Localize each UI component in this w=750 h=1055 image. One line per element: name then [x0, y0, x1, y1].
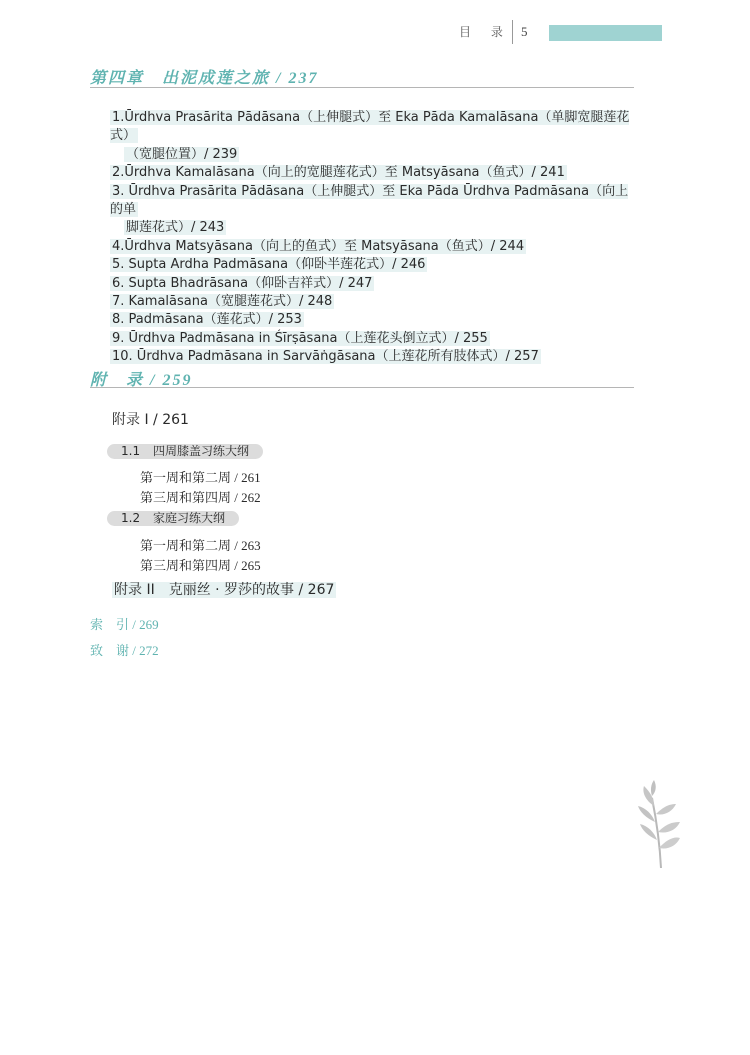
- toc-entry[interactable]: 9. Ūrdhva Padmāsana in Śīrṣāsana（上莲花头倒立式）/ 255: [112, 330, 488, 346]
- chapter-heading: [90, 65, 634, 88]
- acknowledgements-entry[interactable]: 致 谢 / 272: [90, 643, 159, 658]
- section-pill-1-2[interactable]: 1.2 家庭习练大纲: [107, 511, 239, 526]
- week-entry[interactable]: 第三周和第四周 / 262: [140, 490, 261, 505]
- page-number: 5: [521, 24, 528, 39]
- toc-entry[interactable]: 4.Ūrdhva Matsyāsana（向上的鱼式）至 Matsyāsana（鱼式）/ 244: [112, 238, 525, 254]
- week-entry[interactable]: 第三周和第四周 / 265: [140, 558, 261, 573]
- index-entry[interactable]: 索 引 / 269: [90, 617, 159, 632]
- week-entry[interactable]: 第一周和第二周 / 263: [140, 538, 261, 553]
- appendix-1-entry[interactable]: 附录 I / 261: [112, 412, 189, 428]
- toc-entry[interactable]: 5. Supta Ardha Padmāsana（仰卧半莲花式）/ 246: [112, 257, 426, 273]
- section-pill-1-1[interactable]: 1.1 四周膝盖习练大纲: [107, 444, 263, 459]
- week-entry[interactable]: 第一周和第二周 / 261: [140, 470, 261, 485]
- leaf-ornament-icon: [630, 778, 690, 870]
- toc-entry[interactable]: 10. Ūrdhva Padmāsana in Sarvāṅgāsana（上莲花所有肢体式）/ 257: [112, 349, 539, 365]
- toc-entry[interactable]: 8. Padmāsana（莲花式）/ 253: [112, 312, 302, 328]
- running-header-title: 目 录: [459, 25, 511, 39]
- appendix-2-entry[interactable]: 附录 II 克丽丝 · 罗莎的故事 / 267: [114, 582, 335, 598]
- chapter-heading-text: 第四章 出泥成莲之旅 / 237: [90, 70, 319, 87]
- toc-entry[interactable]: 2.Ūrdhva Kamalāsana（向上的宽腿莲花式）至 Matsyāsana（鱼式）/ 241: [112, 165, 565, 181]
- appendix-heading-text: 附 录 / 259: [90, 372, 193, 389]
- toc-entry[interactable]: 3. Ūrdhva Prasārita Pādāsana（上伸腿式）至 Eka Pāda Ūrdhva Padmāsana（向上的单 脚莲花式）/ 243: [110, 183, 629, 236]
- toc-entry[interactable]: 1.Ūrdhva Prasārita Pādāsana（上伸腿式）至 Eka Pāda Kamalāsana（单脚宽腿莲花式） （宽腿位置）/ 239: [110, 110, 630, 162]
- toc-entry-list: [110, 109, 636, 367]
- toc-entry[interactable]: 7. Kamalāsana（宽腿莲花式）/ 248: [112, 294, 333, 310]
- appendix-heading: [90, 367, 634, 388]
- header-divider: [512, 20, 513, 44]
- header-color-bar: [549, 25, 662, 41]
- toc-entry[interactable]: 6. Supta Bhadrāsana（仰卧吉祥式）/ 247: [112, 275, 373, 291]
